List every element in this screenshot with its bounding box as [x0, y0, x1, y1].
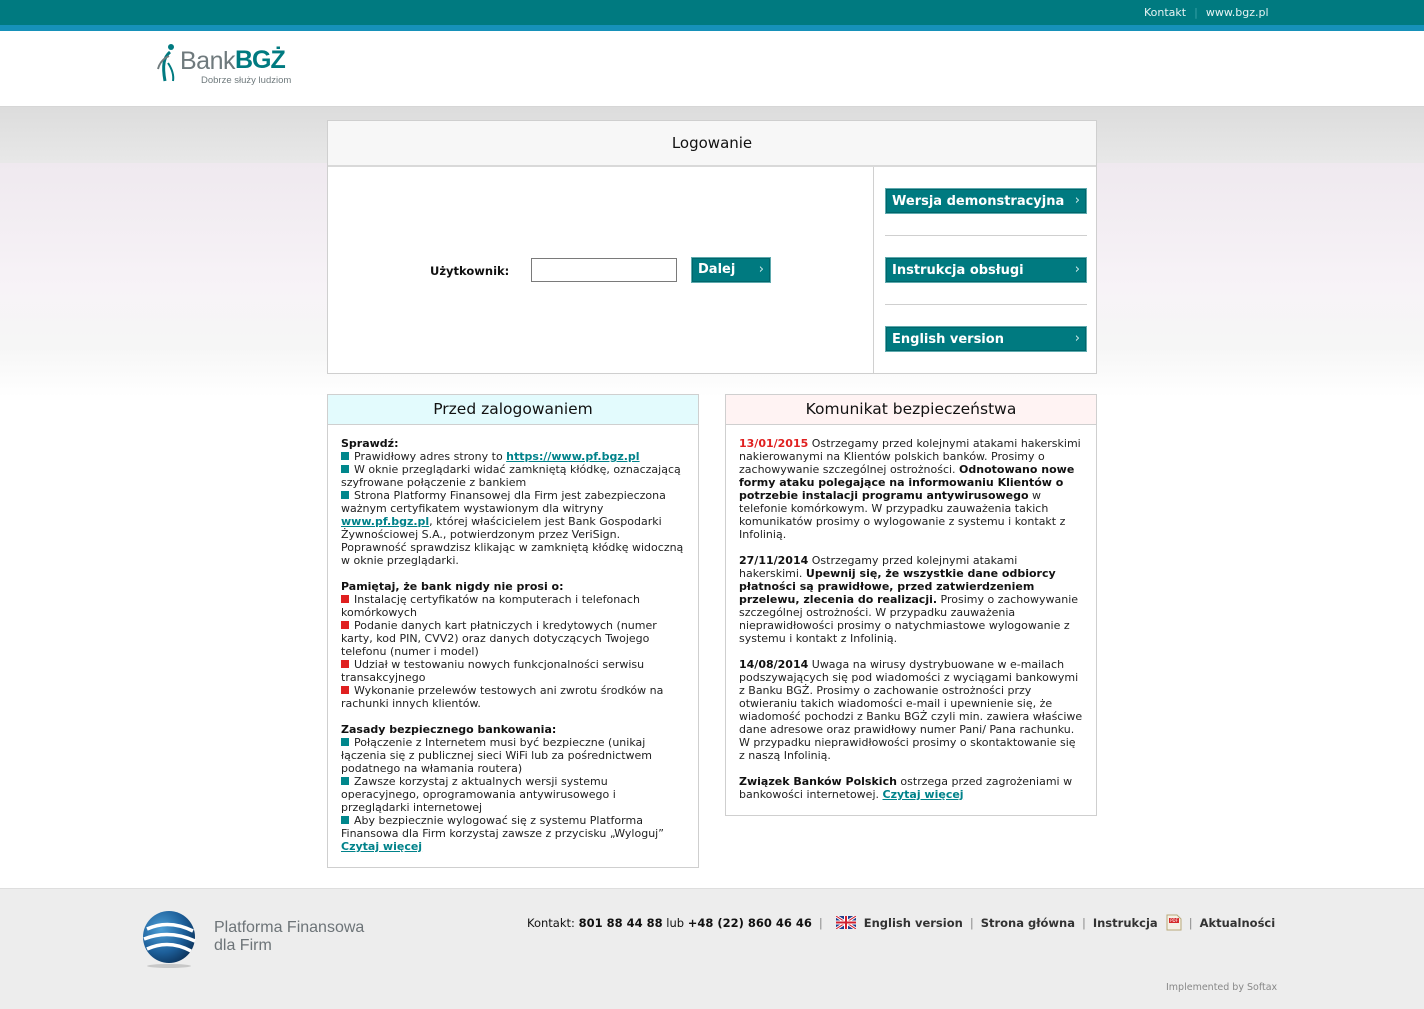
footer: [0, 888, 1424, 1009]
check-item-2-text: W oknie przeglądarki widać zamkniętą kłódkę, oznaczającą szyfrowane połączenie z bankiem: [341, 463, 681, 489]
notice-1-text: Ostrzegamy przed kolejnymi atakami hakerskimi nakierowanymi na Klientów polskich banków. Prosimy o zachowywanie szczególnej ostrożności.: [739, 437, 1081, 476]
chevron-right-icon: ›: [1074, 331, 1080, 346]
rules-item-2: Zawsze korzystaj z aktualnych wersji systemu operacyjnego, oprogramowania antywirusowego i przeglądarki internetowej: [341, 775, 616, 814]
notice-4: [739, 775, 1083, 801]
never-item-4: Wykonanie przelewów testowych ani zwrotu środków na rachunki innych klientów.: [341, 684, 664, 710]
divider: |: [818, 916, 823, 930]
top-links: [1144, 6, 1269, 19]
login-form: [328, 167, 874, 373]
teal-bullet-icon: [341, 816, 349, 824]
pdf-icon[interactable]: [1166, 914, 1182, 931]
red-bullet-icon: [341, 595, 349, 603]
teal-bullet-icon: [341, 465, 349, 473]
notice-3: [739, 658, 1083, 762]
divider: [885, 304, 1087, 305]
footer-phone-1: 801 88 44 88: [578, 916, 663, 930]
never-heading: Pamiętaj, że bank nigdy nie prosi o:: [341, 580, 564, 593]
check-section: [341, 437, 685, 567]
contact-link[interactable]: Kontakt: [1144, 6, 1187, 19]
check-heading: Sprawdź:: [341, 437, 399, 450]
globe-logo-icon: [141, 909, 201, 969]
footer-manual-link[interactable]: Instrukcja: [1092, 916, 1158, 930]
user-manual-label: Instrukcja obsługi: [892, 263, 1024, 278]
demo-version-label: Wersja demonstracyjna: [892, 194, 1065, 209]
pf-bgz-https-link[interactable]: https://www.pf.bgz.pl: [506, 450, 640, 463]
header: [0, 31, 1424, 107]
before-login-title: Przed zalogowaniem: [328, 395, 698, 425]
red-bullet-icon: [341, 621, 349, 629]
notice-2-text-end: Prosimy o zachowywanie szczególnej ostrożności. W przypadku zauważenia nieprawidłowości prosimy o natychmiastowe wylogowanie z systemu i kontakt z Infolinią.: [739, 593, 1079, 645]
bgz-figure-icon: [156, 43, 178, 83]
never-section: [341, 580, 685, 710]
security-read-more-link[interactable]: Czytaj więcej: [882, 788, 964, 801]
notice-1-bold: Odnotowano nowe formy ataku polegające na informowaniu Klientów o potrzebie instalacji programu antywirusowego: [739, 463, 1075, 502]
footer-brand-line-2: dla Firm: [214, 937, 272, 954]
rules-item-3: Aby bezpiecznie wylogować się z systemu Platforma Finansowa dla Firm korzystaj zawsze z przycisku „Wyloguj”: [341, 814, 664, 840]
bgz-site-link[interactable]: www.bgz.pl: [1205, 6, 1269, 19]
teal-bullet-icon: [341, 452, 349, 460]
check-item-1-text: Prawidłowy adres strony to: [354, 450, 507, 463]
footer-english-link[interactable]: English version: [863, 916, 963, 930]
footer-home-link[interactable]: Strona główna: [980, 916, 1075, 930]
english-version-button[interactable]: [885, 326, 1087, 352]
uk-flag-icon: [836, 916, 856, 929]
never-item-1: Instalację certyfikatów na komputerach i telefonach komórkowych: [341, 593, 640, 619]
security-notice-title: Komunikat bezpieczeństwa: [726, 395, 1096, 425]
notice-1: [739, 437, 1083, 541]
chevron-right-icon: ›: [1074, 262, 1080, 277]
divider: |: [1188, 916, 1193, 930]
footer-news-link[interactable]: Aktualności: [1199, 916, 1276, 930]
notice-4-bold: Związek Banków Polskich: [739, 775, 897, 788]
rules-section: [341, 723, 685, 853]
red-bullet-icon: [341, 686, 349, 694]
never-item-2: Podanie danych kart płatniczych i kredytowych (numer karty, kod PIN, CVV2) oraz danych dotyczących Twojego telefonu (numer i model): [341, 619, 657, 658]
never-item-3: Udział w testowaniu nowych funkcjonalności serwisu transakcyjnego: [341, 658, 645, 684]
divider: [885, 235, 1087, 236]
notice-3-date: 14/08/2014: [739, 658, 809, 671]
bank-bgz-logo[interactable]: [156, 43, 296, 87]
footer-contact-label: Kontakt:: [527, 916, 575, 930]
login-title: Logowanie: [328, 121, 1096, 167]
notice-4-text: ostrzega przed zagrożeniami w bankowości internetowej.: [739, 775, 1073, 801]
logo-bank-text: Bank: [180, 47, 235, 75]
username-input[interactable]: [531, 258, 677, 282]
check-item-3-text-end: , której właścicielem jest Bank Gospodarki Żywnościowej S.A., potwierdzonym przez VeriSign. Poprawność sprawdzisz klikając w zamkniętą kłódkę widoczną w oknie przeglądarki.: [341, 515, 684, 567]
notice-1-date: 13/01/2015: [739, 437, 809, 450]
implemented-by[interactable]: Implemented by Softax: [1166, 982, 1278, 993]
user-manual-button[interactable]: [885, 257, 1087, 283]
teal-bullet-icon: [341, 738, 349, 746]
login-panel: [327, 120, 1097, 374]
teal-bullet-icon: [341, 777, 349, 785]
before-login-body: [328, 425, 698, 853]
pf-bgz-link[interactable]: www.pf.bgz.pl: [341, 515, 430, 528]
security-notice-panel: [725, 394, 1097, 816]
username-label: Użytkownik:: [430, 264, 510, 278]
footer-or: lub: [666, 916, 685, 930]
notice-2-text: Ostrzegamy przed kolejnymi atakami hakerskimi.: [739, 554, 1018, 580]
rules-heading: Zasady bezpiecznego bankowania:: [341, 723, 557, 736]
divider: |: [1081, 916, 1086, 930]
demo-version-button[interactable]: [885, 188, 1087, 214]
notice-3-text: Uwaga na wirusy dystrybuowane w e-mailach podszywających się pod wiadomości z wyciągami bankowymi z Banku BGŻ. Prosimy o zachowanie ostrożności przy otwieraniu takich wiadomości e-mail i upewnienie się, że wiadomość pochodzi z Banku BGŻ czyli min. zawiera właściwe dane adresowe oraz prawidłowy numer Pani/ Pana rachunku. W przypadku nieprawidłowości prosimy o skontaktowanie się z naszą Infolinią.: [739, 658, 1083, 762]
divider: |: [1194, 6, 1198, 19]
footer-brand-line-1: Platforma Finansowa: [214, 919, 365, 936]
english-version-label: English version: [892, 332, 1004, 347]
rules-item-1: Połączenie z Internetem musi być bezpieczne (unikaj łączenia się z publicznej sieci WiFi lub za pośrednictwem podatnego na włamania routera): [341, 736, 652, 775]
next-button-label: Dalej: [698, 262, 736, 277]
notice-2-date: 27/11/2014: [739, 554, 809, 567]
chevron-right-icon: ›: [758, 262, 764, 277]
footer-phone-2: +48 (22) 860 46 46: [687, 916, 812, 930]
logo-bgz-text: BGŻ: [235, 46, 285, 74]
notice-1-text-end: w telefonie komórkowym. W przypadku zauważenia takich komunikatów prosimy o wylogowanie z systemu i kontakt z Infolinią.: [739, 489, 1066, 541]
security-notice-body: [726, 425, 1096, 801]
check-item-3-text: Strona Platformy Finansowej dla Firm jest zabezpieczona ważnym certyfikatem wystawionym dla witryny: [341, 489, 666, 515]
logo-slogan: Dobrze służy ludziom: [201, 75, 292, 86]
teal-bullet-icon: [341, 491, 349, 499]
red-bullet-icon: [341, 660, 349, 668]
next-button[interactable]: [691, 257, 771, 283]
footer-links: [527, 914, 1275, 931]
notice-2-bold: Upewnij się, że wszystkie dane odbiorcy płatności są prawidłowe, przed zatwierdzeniem przelewu, zlecenia do realizacji.: [739, 567, 1056, 606]
before-login-panel: [327, 394, 699, 868]
notice-2: [739, 554, 1083, 645]
read-more-link[interactable]: Czytaj więcej: [341, 840, 423, 853]
svg-text:PDF: PDF: [1169, 918, 1178, 924]
login-side-links: [875, 167, 1097, 373]
divider: |: [969, 916, 974, 930]
chevron-right-icon: ›: [1074, 193, 1080, 208]
